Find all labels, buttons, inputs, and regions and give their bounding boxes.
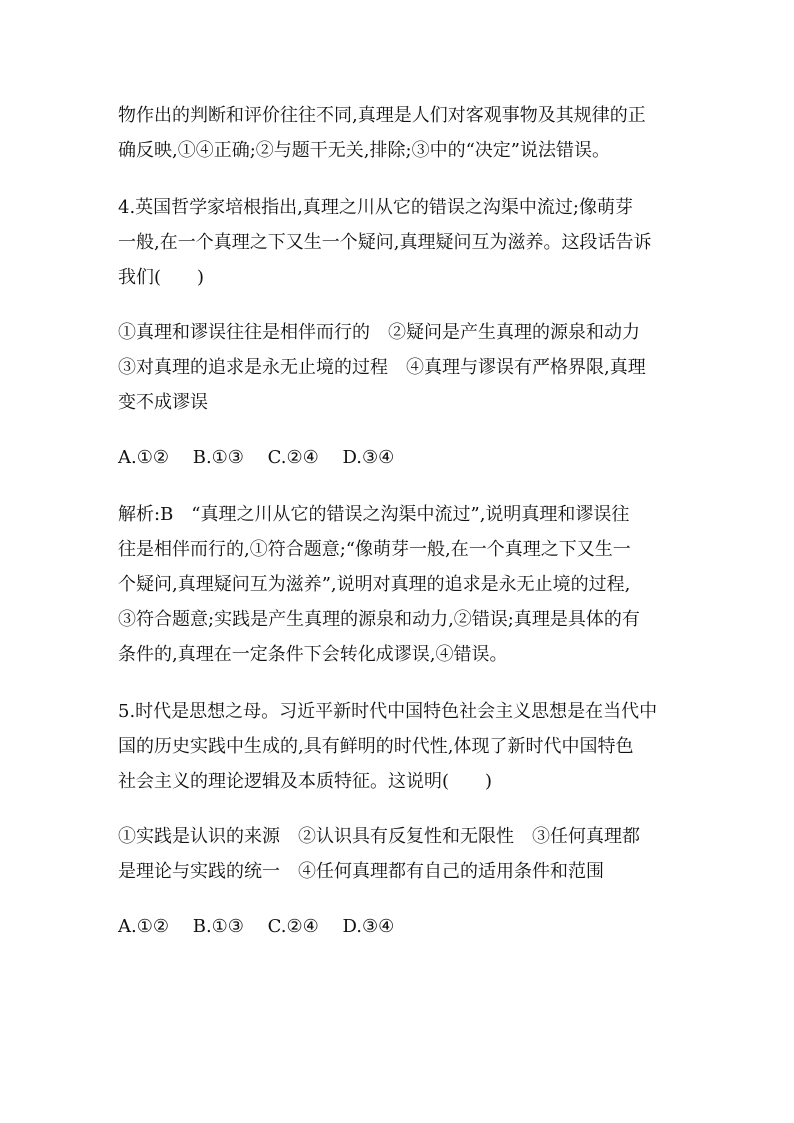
previous-analysis [118, 98, 678, 168]
text-line: 物作出的判断和评价往往不同,真理是人们对客观事物及其规律的正 [118, 105, 646, 126]
text-line: 解析:B “真理之川从它的错误之沟渠中流过”,说明真理和谬误往 [118, 504, 630, 525]
document-page [118, 98, 678, 944]
text-line: 我们( ) [118, 267, 205, 288]
choice-line: A.①② B.①③ C.②④ D.③④ [118, 447, 395, 468]
text-line: ①真理和谬误往往是相伴而行的 ②疑问是产生真理的源泉和动力 [118, 322, 640, 343]
text-line: 条件的,真理在一定条件下会转化成谬误,④错误。 [118, 644, 508, 665]
text-line: 变不成谬误 [118, 392, 208, 413]
question-5-choices [118, 909, 678, 944]
text-line: 是理论与实践的统一 ④任何真理都有自己的适用条件和范围 [118, 861, 604, 882]
choice-line: A.①② B.①③ C.②④ D.③④ [118, 916, 395, 937]
question-5-statements [118, 819, 678, 889]
question-4-analysis [118, 497, 678, 672]
question-4-choices [118, 440, 678, 475]
text-line: 4.英国哲学家培根指出,真理之川从它的错误之沟渠中流过;像萌芽 [118, 197, 633, 218]
text-line: 往是相伴而行的,①符合题意;“像萌芽一般,在一个真理之下又生一 [118, 539, 631, 560]
text-line: ③对真理的追求是永无止境的过程 ④真理与谬误有严格界限,真理 [118, 357, 646, 378]
text-line: 社会主义的理论逻辑及本质特征。这说明( ) [118, 771, 493, 792]
question-5-stem [118, 694, 678, 799]
text-line: ①实践是认识的来源 ②认识具有反复性和无限性 ③任何真理都 [118, 826, 640, 847]
text-line: 国的历史实践中生成的,具有鲜明的时代性,体现了新时代中国特色 [118, 736, 634, 757]
text-line: 个疑问,真理疑问互为滋养”,说明对真理的追求是永无止境的过程, [118, 574, 631, 595]
question-4-stem [118, 190, 678, 295]
text-line: ③符合题意;实践是产生真理的源泉和动力,②错误;真理是具体的有 [118, 609, 640, 630]
text-line: 确反映,①④正确;②与题干无关,排除;③中的“决定”说法错误。 [118, 140, 610, 161]
question-4-statements [118, 315, 678, 420]
text-line: 一般,在一个真理之下又生一个疑问,真理疑问互为滋养。这段话告诉 [118, 232, 652, 253]
text-line: 5.时代是思想之母。习近平新时代中国特色社会主义思想是在当代中 [118, 701, 658, 722]
